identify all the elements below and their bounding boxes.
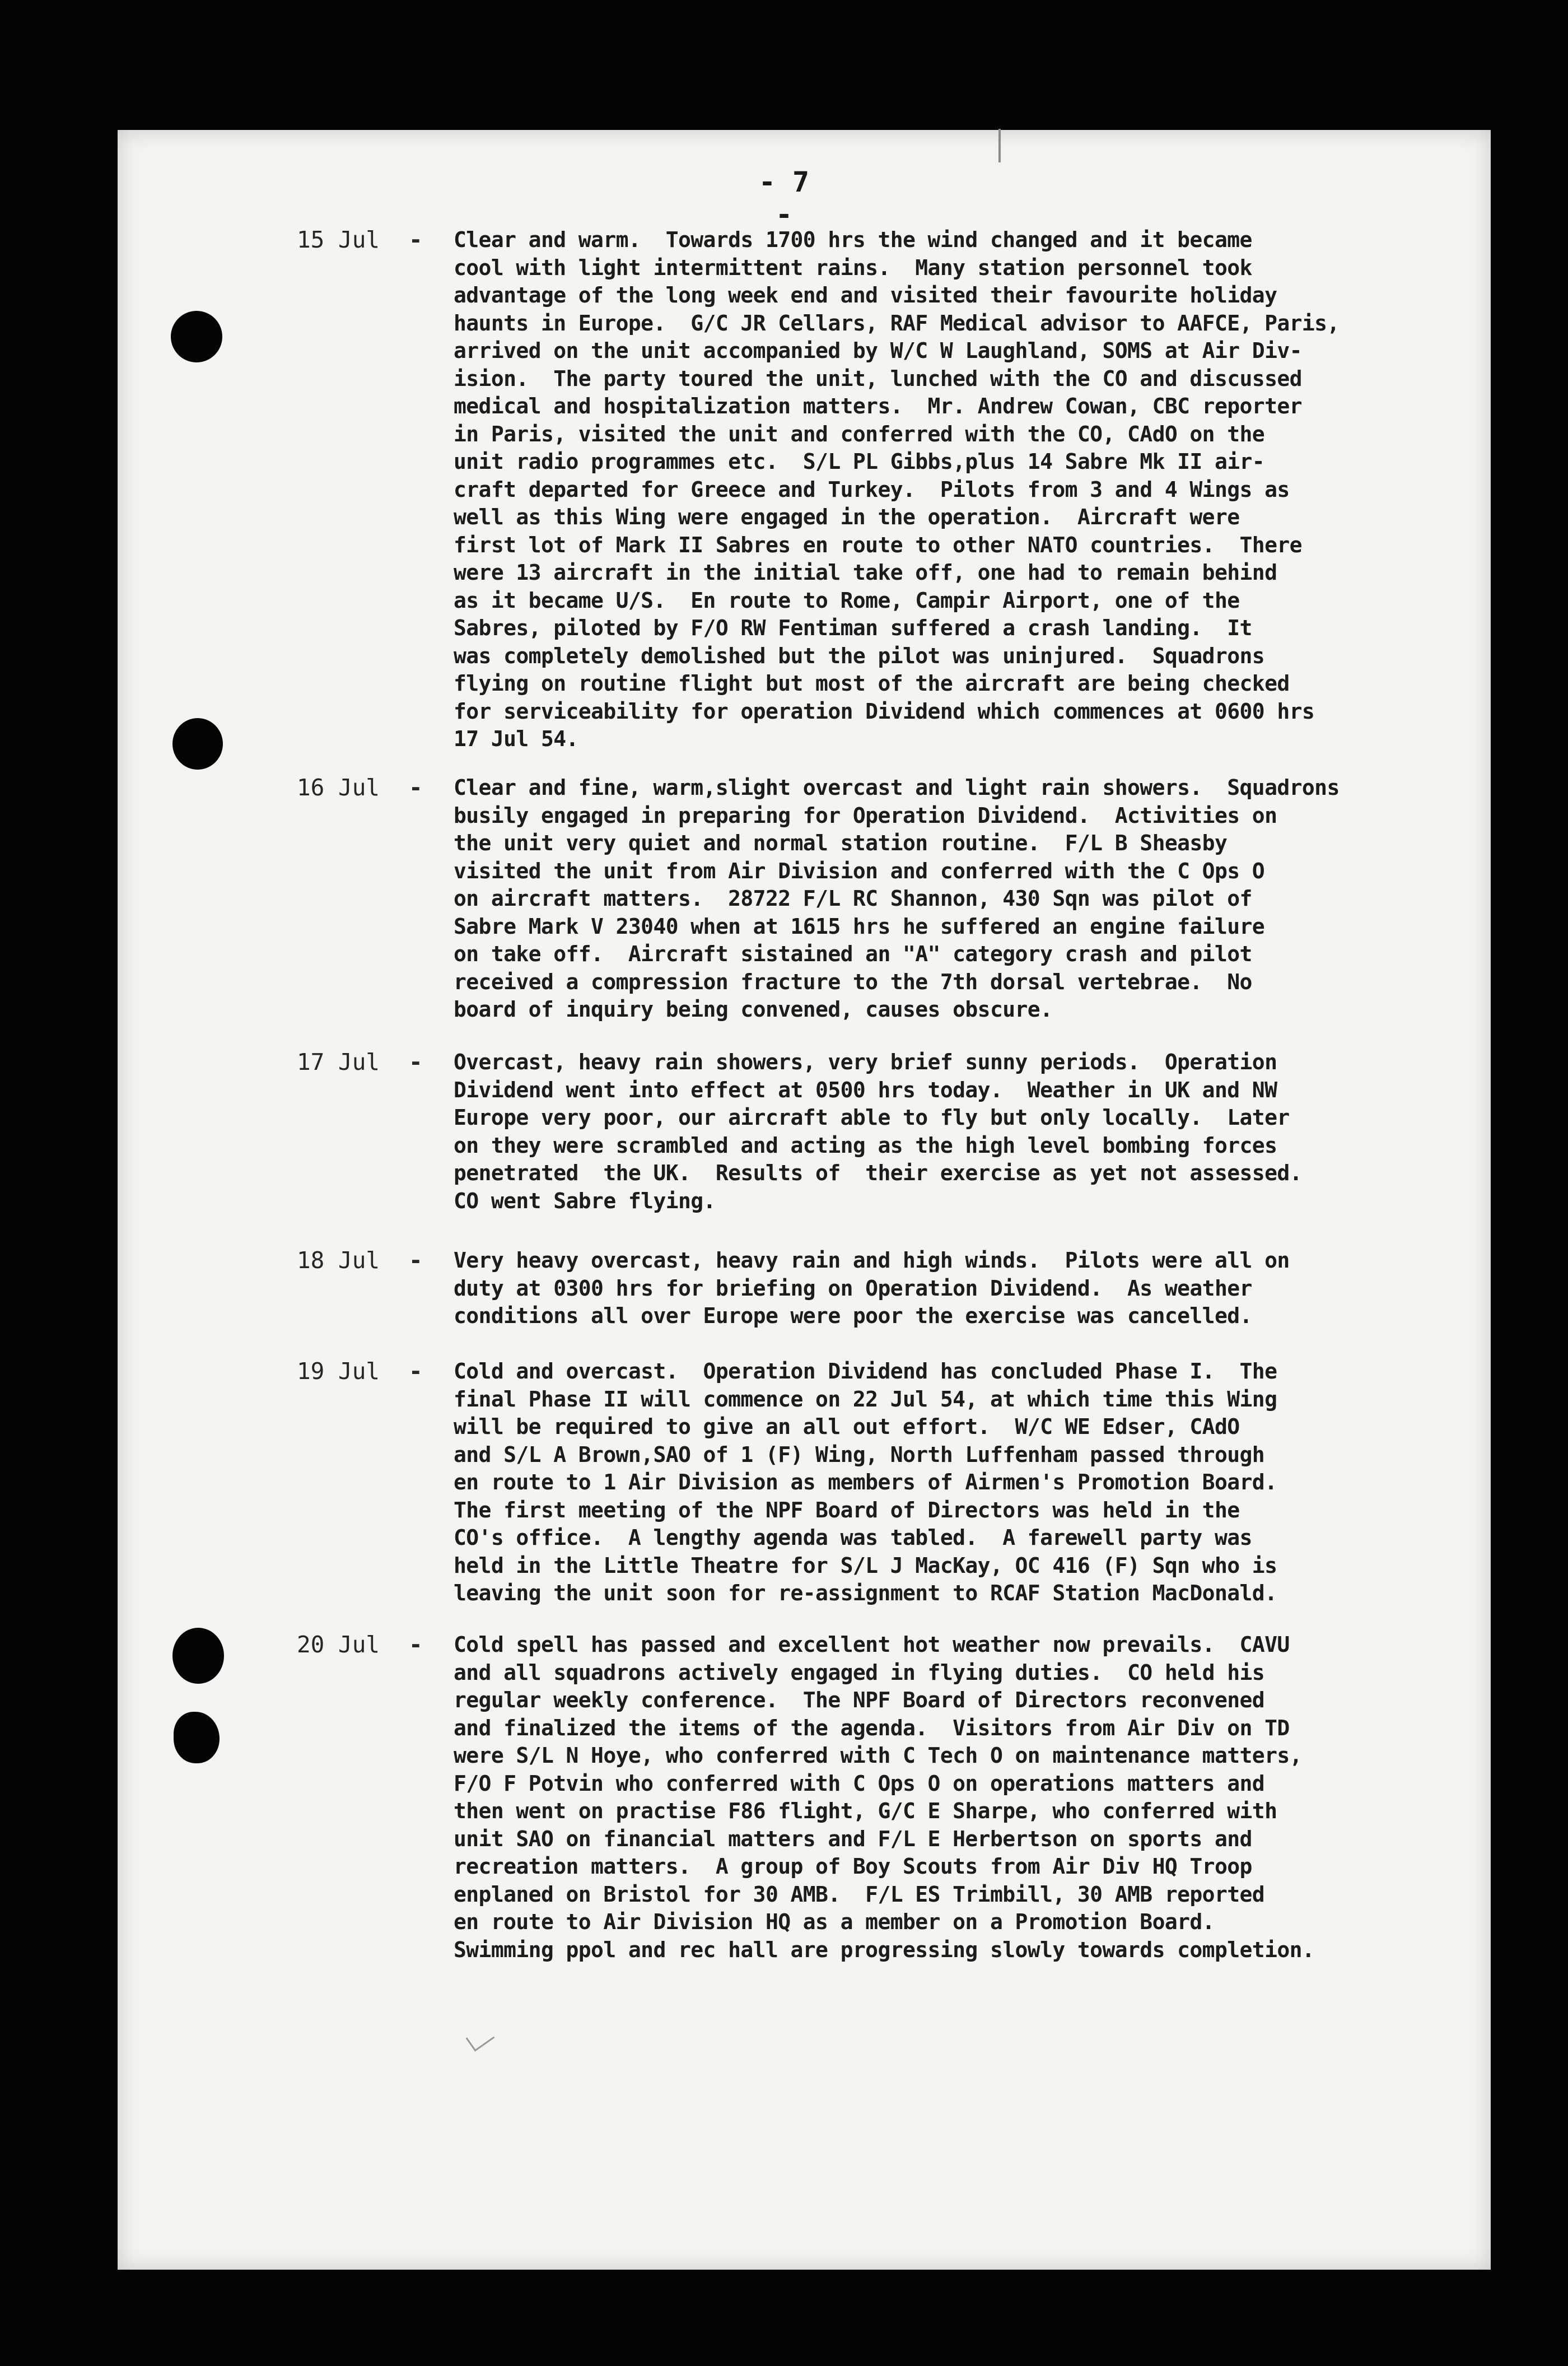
entry-line: flying on routine flight but most of the aircraft are being checked — [454, 671, 1290, 696]
entry-line: Dividend went into effect at 0500 hrs today. Weather in UK and NW — [454, 1077, 1277, 1102]
entry-line: duty at 0300 hrs for briefing on Operation Dividend. As weather — [454, 1275, 1252, 1301]
entry-line: CO's office. A lengthy agenda was tabled. A farewell party was — [454, 1525, 1252, 1550]
entry-line: Europe very poor, our aircraft able to fly but only locally. Later — [454, 1105, 1290, 1130]
entry-line: recreation matters. A group of Boy Scouts from Air Div HQ Troop — [454, 1854, 1252, 1879]
entry-line: first lot of Mark II Sabres en route to other NATO countries. There — [454, 532, 1302, 557]
entry-line: and all squadrons actively engaged in flying duties. CO held his — [454, 1660, 1265, 1685]
punch-hole — [172, 1628, 224, 1684]
entry-text — [454, 226, 1473, 753]
entry-dash: - — [409, 1631, 423, 1658]
stray-pen-mark — [998, 129, 1001, 162]
entry-line: 17 Jul 54. — [454, 726, 578, 751]
entry-line: craft departed for Greece and Turkey. Pilots from 3 and 4 Wings as — [454, 477, 1290, 502]
entry-date: 18 Jul — [297, 1247, 380, 1274]
entry-dash: - — [409, 774, 423, 801]
entry-date: 20 Jul — [297, 1631, 380, 1658]
entry-line: for serviceability for operation Dividend which commences at 0600 hrs — [454, 698, 1315, 724]
entry-line: board of inquiry being convened, causes obscure. — [454, 997, 1053, 1022]
entry-line: Very heavy overcast, heavy rain and high winds. Pilots were all on — [454, 1248, 1290, 1273]
entry-line: was completely demolished but the pilot was uninjured. Squadrons — [454, 643, 1265, 668]
entry-text — [454, 1247, 1473, 1330]
entry-line: enplaned on Bristol for 30 AMB. F/L ES Trimbill, 30 AMB reported — [454, 1881, 1265, 1907]
entry-line: received a compression fracture to the 7th dorsal vertebrae. No — [454, 969, 1252, 994]
entry-line: Sabre Mark V 23040 when at 1615 hrs he suffered an engine failure — [454, 914, 1265, 939]
entry-line: medical and hospitalization matters. Mr. Andrew Cowan, CBC reporter — [454, 394, 1302, 418]
entry-dash: - — [409, 1247, 423, 1274]
entry-line: unit radio programmes etc. S/L PL Gibbs,plus 14 Sabre Mk II air- — [454, 449, 1265, 474]
entry-line: Clear and warm. Towards 1700 hrs the wind changed and it became — [454, 227, 1252, 252]
entry-line: well as this Wing were engaged in the operation. Aircraft were — [454, 505, 1240, 529]
entry-line: on aircraft matters. 28722 F/L RC Shannon, 430 Sqn was pilot of — [454, 886, 1252, 911]
punch-hole — [174, 1712, 220, 1763]
entry-line: Cold and overcast. Operation Dividend has concluded Phase I. The — [454, 1359, 1277, 1384]
entry-line: advantage of the long week end and visited their favourite holiday — [454, 283, 1277, 308]
entry-text — [454, 1631, 1473, 1964]
punch-hole — [172, 718, 223, 770]
page-number: - 7 - — [758, 166, 810, 231]
punch-hole — [171, 311, 222, 362]
entry-line: held in the Little Theatre for S/L J MacKay, OC 416 (F) Sqn who is — [454, 1553, 1277, 1578]
entry-date: 15 Jul — [297, 226, 380, 253]
entry-line: were 13 aircraft in the initial take off, one had to remain behind — [454, 560, 1277, 585]
entry-line: the unit very quiet and normal station routine. F/L B Sheasby — [454, 831, 1228, 855]
entry-line: Overcast, heavy rain showers, very brief sunny periods. Operation — [454, 1050, 1277, 1074]
entry-line: CO went Sabre flying. — [454, 1188, 716, 1213]
entry-line: conditions all over Europe were poor the exercise was cancelled. — [454, 1303, 1252, 1328]
entry-line: then went on practise F86 flight, G/C E Sharpe, who conferred with — [454, 1799, 1277, 1823]
entry-line: en route to 1 Air Division as members of Airmen's Promotion Board. — [454, 1470, 1277, 1494]
entry-line: visited the unit from Air Division and conferred with the C Ops O — [454, 858, 1265, 883]
entry-line: The first meeting of the NPF Board of Directors was held in the — [454, 1497, 1240, 1522]
entry-line: en route to Air Division HQ as a member on a Promotion Board. — [454, 1909, 1215, 1934]
entry-line: and finalized the items of the agenda. Visitors from Air Div on TD — [454, 1715, 1290, 1740]
entry-line: and S/L A Brown,SAO of 1 (F) Wing, North Luffenham passed through — [454, 1442, 1265, 1467]
entry-line: Sabres, piloted by F/O RW Fentiman suffered a crash landing. It — [454, 616, 1252, 640]
entry-line: haunts in Europe. G/C JR Cellars, RAF Medical advisor to AAFCE, Paris, — [454, 310, 1340, 336]
entry-text — [454, 1049, 1473, 1215]
entry-dash: - — [409, 226, 423, 253]
entry-line: ision. The party toured the unit, lunched with the CO and discussed — [454, 366, 1302, 391]
entry-line: Swimming ppol and rec hall are progressing slowly towards completion. — [454, 1937, 1315, 1962]
entry-line: F/O F Potvin who conferred with C Ops O on operations matters and — [454, 1771, 1265, 1796]
entry-line: arrived on the unit accompanied by W/C W Laughland, SOMS at Air Div- — [454, 338, 1302, 363]
entry-line: on take off. Aircraft sistained an "A" category crash and pilot — [454, 942, 1252, 966]
entry-line: in Paris, visited the unit and conferred with the CO, CAdO on the — [454, 421, 1265, 446]
entry-dash: - — [409, 1358, 423, 1385]
entry-line: regular weekly conference. The NPF Board of Directors reconvened — [454, 1688, 1265, 1712]
entry-date: 17 Jul — [297, 1049, 380, 1075]
entry-text — [454, 774, 1473, 1024]
entry-line: will be required to give an all out effort. W/C WE Edser, CAdO — [454, 1414, 1240, 1439]
entry-line: penetrated the UK. Results of their exercise as yet not assessed. — [454, 1161, 1302, 1185]
entry-line: cool with light intermittent rains. Many station personnel took — [454, 255, 1252, 280]
entry-text — [454, 1358, 1473, 1608]
entry-line: final Phase II will commence on 22 Jul 54, at which time this Wing — [454, 1386, 1277, 1412]
entry-line: were S/L N Hoye, who conferred with C Tech O on maintenance matters, — [454, 1743, 1302, 1768]
entry-date: 16 Jul — [297, 774, 380, 801]
entry-line: on they were scrambled and acting as the high level bombing forces — [454, 1133, 1277, 1158]
entry-date: 19 Jul — [297, 1358, 380, 1385]
entry-line: unit SAO on financial matters and F/L E Herbertson on sports and — [454, 1826, 1252, 1851]
entry-line: leaving the unit soon for re-assignment to RCAF Station MacDonald. — [454, 1581, 1277, 1605]
entry-line: Clear and fine, warm,slight overcast and light rain showers. Squadrons — [454, 775, 1340, 800]
entry-line: busily engaged in preparing for Operation Dividend. Activities on — [454, 803, 1277, 828]
entry-line: Cold spell has passed and excellent hot weather now prevails. CAVU — [454, 1632, 1290, 1657]
entry-dash: - — [409, 1049, 423, 1075]
entry-line: as it became U/S. En route to Rome, Campir Airport, one of the — [454, 588, 1240, 613]
